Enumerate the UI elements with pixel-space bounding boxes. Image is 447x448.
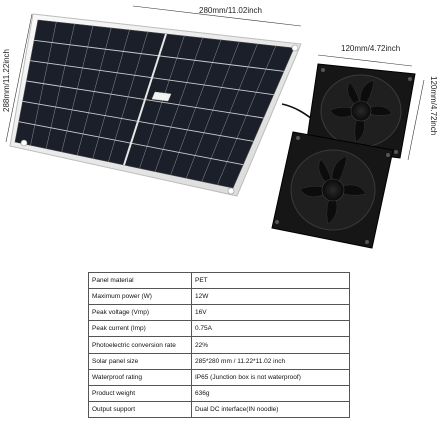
- spec-table: [88, 272, 350, 418]
- spec-label: Panel material: [89, 273, 192, 289]
- fan-width-label: 120mm/4.72inch: [341, 44, 401, 53]
- mount-hole: [292, 45, 298, 51]
- spec-label: Photoelectric conversion rate: [89, 337, 192, 354]
- spec-value: IP65 (Junction box is not waterproof): [192, 370, 350, 386]
- table-row: [89, 370, 350, 386]
- spec-label: Output support: [89, 402, 192, 418]
- spec-value: 16V: [192, 305, 350, 321]
- spec-value: 22%: [192, 337, 350, 354]
- spec-value: 636g: [192, 386, 350, 402]
- table-row: [89, 354, 350, 370]
- table-row: [89, 402, 350, 418]
- table-row: [89, 289, 350, 305]
- spec-value: 12W: [192, 289, 350, 305]
- spec-value: 285*280 mm / 11.22*11.02 inch: [192, 354, 350, 370]
- fan-height-label: 120mm/4.72inch: [429, 76, 438, 136]
- panel-height-label: 288mm/11.22inch: [2, 49, 11, 112]
- spec-label: Peak current (Imp): [89, 321, 192, 337]
- table-row: [89, 386, 350, 402]
- solar-panel: [10, 14, 301, 196]
- spec-label: Solar panel size: [89, 354, 192, 370]
- table-row: [89, 273, 350, 289]
- spec-value: PET: [192, 273, 350, 289]
- spec-value: Dual DC interface(IN noodle): [192, 402, 350, 418]
- spec-label: Peak voltage (Vmp): [89, 305, 192, 321]
- table-row: [89, 305, 350, 321]
- mount-hole: [228, 188, 234, 194]
- spec-value: 0.75A: [192, 321, 350, 337]
- table-row: [89, 337, 350, 354]
- spec-label: Product weight: [89, 386, 192, 402]
- panel-width-label: 280mm/11.02inch: [199, 6, 262, 15]
- spec-label: Waterproof rating: [89, 370, 192, 386]
- spec-label: Maximum power (W): [89, 289, 192, 305]
- mount-hole: [21, 140, 27, 146]
- table-row: [89, 321, 350, 337]
- fan-bottom: [272, 132, 393, 248]
